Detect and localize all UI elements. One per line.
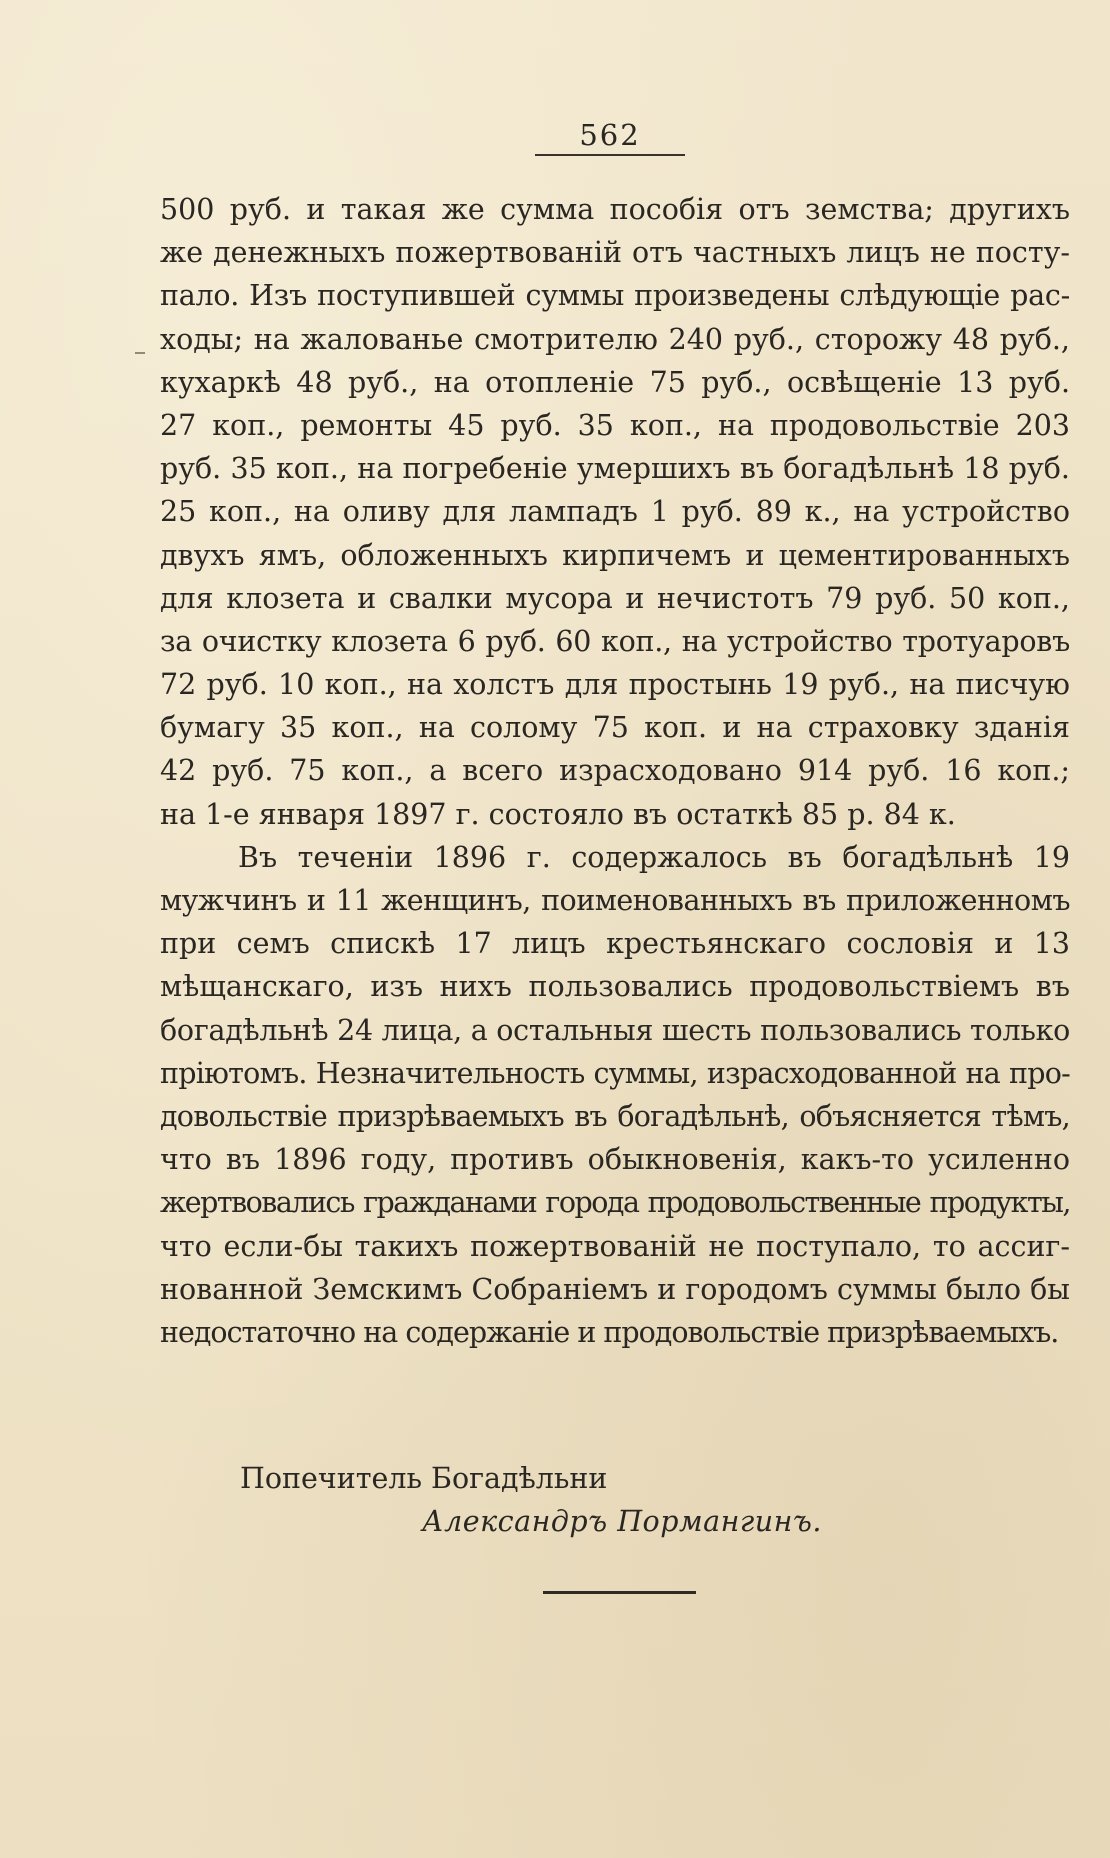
page-number: 562 bbox=[579, 118, 641, 152]
paragraph-1-line: на 1-е января 1897 г. состояло въ остаткѣ 85 р. 84 к. bbox=[160, 797, 956, 831]
signature-title: Попечитель Богадѣльни bbox=[240, 1462, 608, 1495]
paragraph-1-line: пало. Изъ поступившей суммы произведены слѣдующіе рас- bbox=[160, 279, 1070, 313]
paragraph-1-line: 42 руб. 75 коп., а всего израсходовано 914 руб. 16 коп.; bbox=[160, 754, 1070, 788]
paragraph-2-line: мужчинъ и 11 женщинъ, поименованныхъ въ приложенномъ bbox=[160, 884, 1070, 917]
paragraph-1-line: же денежныхъ пожертвованій отъ частныхъ лицъ не посту- bbox=[160, 236, 1070, 270]
paragraph-1-line: для клозета и свалки мусора и нечистотъ 79 руб. 50 коп., bbox=[160, 581, 1070, 615]
paragraph-2-line: жертвовались гражданами города продовольственные продукты, bbox=[160, 1186, 1070, 1220]
paragraph-2-line: Въ теченіи 1896 г. содержалось въ богадѣльнѣ 19 bbox=[238, 840, 1070, 874]
body-text bbox=[160, 188, 1070, 1354]
paragraph-1-line: 72 руб. 10 коп., на холстъ для простынь 19 руб., на писчую bbox=[160, 668, 1070, 702]
paragraph-2-line: пріютомъ. Незначительность суммы, израсходованной на про- bbox=[160, 1056, 1070, 1090]
paragraph-2-line: нованной Земскимъ Собраніемъ и городомъ суммы было бы bbox=[160, 1272, 1070, 1306]
paragraph-1-line: ходы; на жалованье смотрителю 240 руб., сторожу 48 руб., bbox=[160, 322, 1070, 356]
signature-name: Александръ Пормангинъ. bbox=[422, 1505, 822, 1538]
header-rule bbox=[535, 154, 685, 156]
paragraph-1-line: за очистку клозета 6 руб. 60 коп., на устройство тротуаровъ bbox=[160, 624, 1070, 658]
paragraph-2-line: недостаточно на содержаніе и продовольствіе призрѣваемыхъ. bbox=[160, 1315, 1059, 1349]
paragraph-1-line: кухаркѣ 48 руб., на отопленіе 75 руб., освѣщеніе 13 руб. bbox=[160, 365, 1070, 399]
paragraph-1-line: двухъ ямъ, обложенныхъ кирпичемъ и цементированныхъ bbox=[160, 538, 1070, 572]
paragraph-2-line: довольствіе призрѣваемыхъ въ богадѣльнѣ, объясняется тѣмъ, bbox=[160, 1099, 1070, 1133]
paragraph-1-line: 27 коп., ремонты 45 руб. 35 коп., на продовольствіе 203 bbox=[160, 408, 1070, 442]
paragraph-2-line: богадѣльнѣ 24 лица, а остальныя шесть пользовались только bbox=[160, 1013, 1070, 1047]
paragraph-2-line: при семъ спискѣ 17 лицъ крестьянскаго сословія и 13 bbox=[160, 927, 1070, 961]
paragraph-1-line: 25 коп., на оливу для лампадъ 1 руб. 89 к., на устройство bbox=[160, 495, 1070, 529]
margin-hyphen-mark bbox=[135, 352, 145, 354]
paragraph-1-line: 500 руб. и такая же сумма пособія отъ земства; другихъ bbox=[160, 193, 1070, 226]
paragraph-1-line: руб. 35 коп., на погребеніе умершихъ въ богадѣльнѣ 18 руб. bbox=[160, 452, 1070, 486]
paragraph-2-line: что если-бы такихъ пожертвованій не поступало, то ассиг- bbox=[160, 1229, 1070, 1263]
paragraph-2-line: мѣщанскаго, изъ нихъ пользовались продовольствіемъ въ bbox=[160, 970, 1070, 1004]
paragraph-2-line: что въ 1896 году, противъ обыкновенія, какъ-то усиленно bbox=[160, 1143, 1070, 1177]
end-rule bbox=[543, 1591, 696, 1594]
paragraph-1-line: бумагу 35 коп., на солому 75 коп. и на страховку зданія bbox=[160, 711, 1070, 745]
